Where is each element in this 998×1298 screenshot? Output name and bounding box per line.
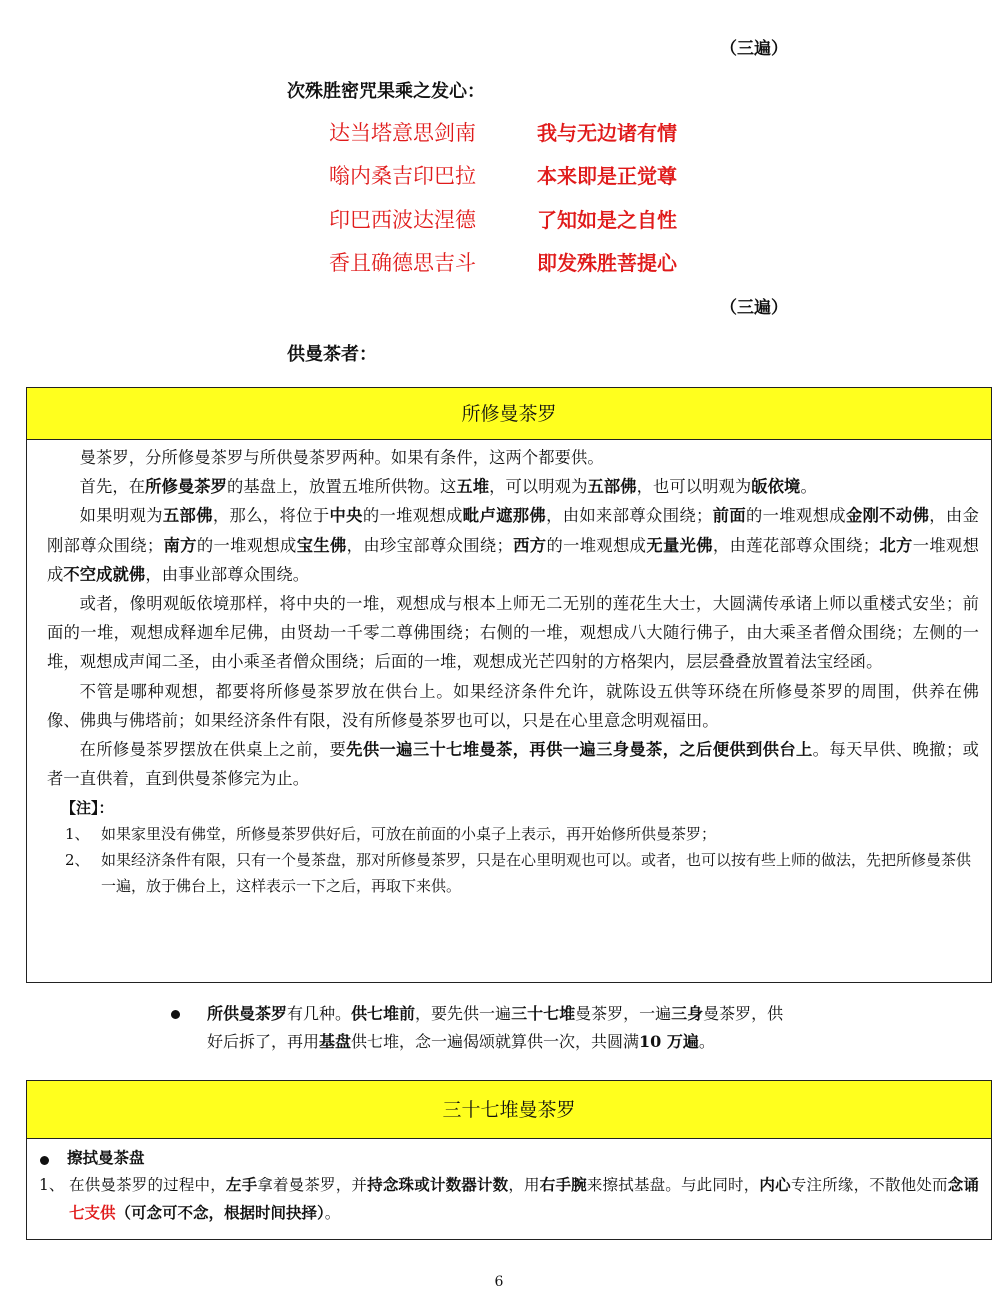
- mantra-transliteration: 香且确德思吉斗: [329, 251, 476, 275]
- note-item: [47, 821, 979, 847]
- mantra-meaning: 了知如是之自性: [537, 208, 677, 232]
- note-text: 如果经济条件有限，只有一个曼茶盘，那对所修曼茶罗，只是在心里明观也可以。或者，也可以按有些上师的做法，先把所修曼茶供一遍，放于佛台上，这样表示一下之后，再取下来供。: [101, 851, 972, 896]
- box-title: 所修曼茶罗: [27, 388, 991, 440]
- paragraph: 如果明观为五部佛，那么，将位于中央的一堆观想成毗卢遮那佛，由如来部尊众围绕；前面的一堆观想成金刚不动佛，由金刚部尊众围绕；南方的一堆观想成宝生佛，由珍宝部尊众围绕；西方的一堆观想成无量光佛，由莲花部尊众围绕；北方一堆观想成不空成就佛，由事业部尊众围绕。: [47, 506, 980, 584]
- paragraph: 曼茶罗，分所修曼茶罗与所供曼茶罗两种。如果有条件，这两个都要供。: [79, 448, 604, 467]
- section-heading-mandala-offering: 供曼茶者：: [287, 344, 377, 365]
- bullet-icon: [40, 1156, 49, 1165]
- box-body: [27, 1139, 991, 1227]
- paragraph: 首先，在所修曼茶罗的基盘上，放置五堆所供物。这五堆，可以明观为五部佛，也可以明观为皈依境。: [79, 477, 817, 497]
- paragraph: 不管是哪种观想，都要将所修曼茶罗放在供台上。如果经济条件允许，就陈设五供等环绕在所修曼茶罗的周围，供养在佛像、佛典与佛塔前；如果经济条件有限，没有所修曼茶罗也可以，只是在心里意念明观福田。: [47, 681, 979, 730]
- bullet-line: 所供曼茶罗有几种。供七堆前，要先供一遍三十七堆曼茶罗，一遍三身曼茶罗，供: [207, 1004, 784, 1023]
- paragraph: 在所修曼茶罗摆放在供桌上之前，要先供一遍三十七堆曼茶，再供一遍三身曼茶，之后便供到供台上。每天早供、晚撤；或者一直供着，直到供曼茶修完为止。: [47, 740, 979, 789]
- box-body: [27, 440, 991, 899]
- mandala-box-practice: [26, 387, 992, 983]
- bullet-icon: [171, 1010, 180, 1019]
- page-number: 6: [494, 1274, 504, 1290]
- repeat-note-top: （三遍）: [720, 39, 788, 59]
- repeat-note-second: （三遍）: [720, 298, 788, 318]
- mantra-meaning: 本来即是正觉尊: [537, 164, 677, 188]
- bullet-paragraph: [207, 1000, 897, 1056]
- item-number: 1、: [39, 1176, 65, 1194]
- note-number: 2、: [65, 851, 90, 870]
- section-heading-bodhicitta: 次殊胜密咒果乘之发心：: [287, 81, 485, 102]
- mantra-transliteration: 嗡内桑吉印巴拉: [329, 164, 476, 188]
- box-title: 三十七堆曼茶罗: [27, 1081, 991, 1139]
- mantra-transliteration: 印巴西波达涅德: [329, 208, 476, 232]
- instruction-item: 1、 在供曼茶罗的过程中，左手拿着曼茶罗，并持念珠或计数器计数，用右手腕来擦拭基盘。与此同时，内心专注所缘，不散他处而念诵七支供（可念可不念，根据时间抉择）。: [39, 1171, 979, 1227]
- mantra-meaning: 即发殊胜菩提心: [537, 251, 677, 275]
- paragraph: 或者，像明观皈依境那样，将中央的一堆，观想成与根本上师无二无别的莲花生大士，大圆满传承诸上师以重楼式安坐；前面的一堆，观想成释迦牟尼佛，由贤劫一千零二尊佛围绕；右侧的一堆，观想成八大随行佛子，由大乘圣者僧众围绕；左侧的一堆，观想成声闻二圣，由小乘圣者僧众围绕；后面的一堆，观想成光芒四射的方格架内，层层叠叠放置着法宝经函。: [47, 594, 979, 672]
- note-item: [47, 847, 979, 899]
- mantra-meaning: 我与无边诸有情: [537, 121, 677, 145]
- mandala-box-37-heaps: [26, 1080, 992, 1240]
- bullet-line: 好后拆了，再用基盘供七堆，念一遍偈颂就算供一次，共圆满10 万遍。: [207, 1032, 715, 1051]
- note-heading: 【注】：: [61, 799, 114, 818]
- bullet-heading: 擦拭曼茶盘: [67, 1148, 145, 1167]
- note-text: 如果家里没有佛堂，所修曼茶罗供好后，可放在前面的小桌子上表示，再开始修所供曼茶罗；: [101, 825, 717, 844]
- note-number: 1、: [65, 825, 90, 844]
- mantra-transliteration: 达当塔意思剑南: [329, 121, 476, 145]
